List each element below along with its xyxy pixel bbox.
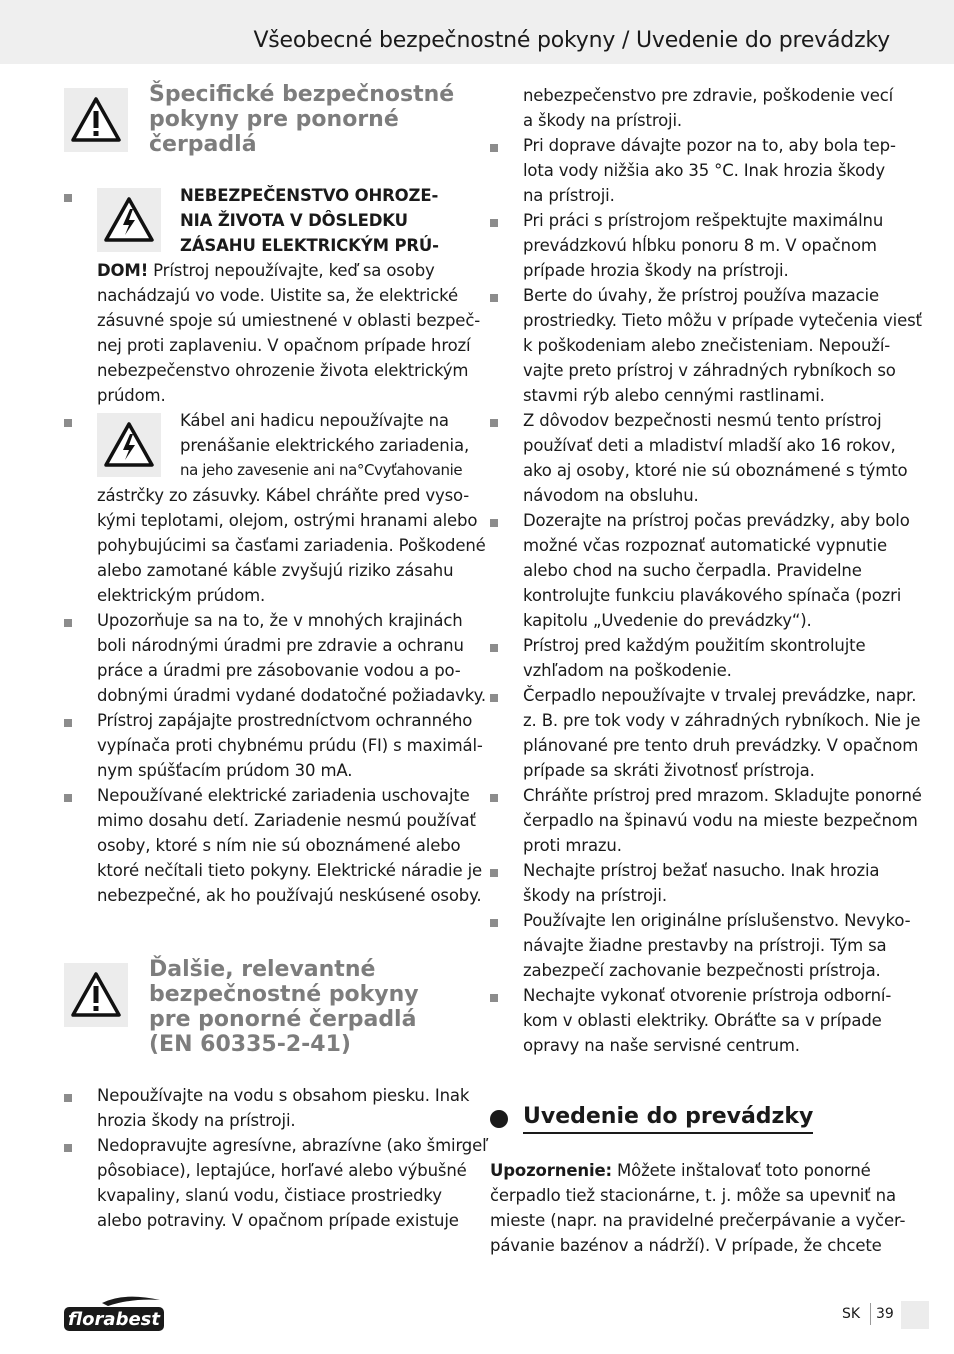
bullet — [490, 644, 498, 652]
list-item: Čerpadlo nepoužívajte v trvalej prevádzke, napr. z. B. pre tok vody v záhradných rybníkoch. Nie je plánované pre tento druh prevádzky. V opačnom prípade sa skráti životnosť prístroja. — [523, 686, 921, 780]
bullet — [490, 994, 498, 1002]
heading-line: Ďalšie, relevantné — [149, 957, 376, 982]
heading-line: Špecifické bezpečnostné — [149, 82, 455, 107]
heading-line: bezpečnostné pokyny — [149, 982, 419, 1007]
list-item: Berte do úvahy, že prístroj používa mazacie prostriedky. Tieto môžu v prípade vytečenia viesť k poškodeniam alebo znečisteniam. Nepouží- vajte preto prístroj v záhradných rybníkoch so stavmi rýb alebo cennými rastlinami. — [523, 286, 922, 405]
bullet — [490, 144, 498, 152]
list-item-beside-icon: Kábel ani hadicu nepoužívajte na prenášanie elektrického zariadenia, na jeho zavesenie ani na°Cvyťahovanie — [180, 411, 470, 479]
heading-line: čerpadlá — [149, 132, 257, 157]
list-item: zástrčky zo zásuvky. Kábel chráňte pred vyso- kými teplotami, olejom, ostrými hranami alebo pohybujúcimi sa časťami zariadenia. Poškodené alebo zamotané káble zvyšujú riziko zásahu elektrickým prúdom. — [97, 486, 486, 605]
list-item: Pri práci s prístrojom rešpektujte maximálnu prevádzkovú hĺbku ponoru 8 m. V opačnom prípade hrozia škody na prístroji. — [523, 211, 884, 280]
list-item: Nepoužívané elektrické zariadenia uschovajte mimo dosahu detí. Zariadenie nesmú používať osoby, ktoré s ním nie sú oboznámené alebo ktoré nečítali tieto pokyny. Elektrické náradie je nebezpečné, ak ho používajú neskúsené osoby. — [97, 786, 483, 905]
list-item: Prístroj pred každým použitím skontrolujte vzhľadom na poškodenie. — [523, 636, 866, 680]
bullet — [64, 1094, 72, 1102]
bullet — [490, 419, 498, 427]
electric-warning-box — [97, 413, 161, 477]
section-heading-commissioning: Uvedenie do prevádzky — [523, 1104, 813, 1134]
bullet — [64, 794, 72, 802]
warning-triangle-lightning-icon — [103, 195, 155, 243]
warning-box — [64, 963, 128, 1027]
danger-bold-lines: NEBEZPEČENSTVO OHROZE- NIA ŽIVOTA V DÔSLEDKU ZÁSAHU ELEKTRICKÝM PRÚ- — [180, 186, 439, 255]
section-heading-relevant — [149, 957, 419, 1057]
list-item: Chráňte prístroj pred mrazom. Skladujte ponorné čerpadlo na špinavú vodu na mieste bezpečnom proti mrazu. — [523, 786, 922, 855]
warning-triangle-exclamation-icon — [70, 95, 122, 143]
list-item-continuation: nebezpečenstvo pre zdravie, poškodenie vecí a škody na prístroji. — [523, 86, 894, 130]
warning-triangle-exclamation-icon — [70, 970, 122, 1018]
list-item: Nechajte prístroj bežať nasucho. Inak hrozia škody na prístroji. — [523, 861, 880, 905]
list-item: Prístroj zapájajte prostredníctvom ochranného vypínača proti chybnému prúdu (FI) s maximál- nym spúšťacím prúdom 30 mA. — [97, 711, 483, 780]
bullet — [64, 419, 72, 427]
bullet — [490, 519, 498, 527]
language-code: SK — [842, 1306, 861, 1322]
list-item: Dozerajte na prístroj počas prevádzky, aby bolo možné včas rozpoznať automatické vypnutie alebo chod na sucho čerpadla. Pravidelne kontrolujte funkciu plavákového spínača (pozri kapitolu „Uvedenie do prevádzky“). — [523, 511, 910, 630]
list-item: Nepoužívajte na vodu s obsahom piesku. Inak hrozia škody na prístroji. — [97, 1086, 470, 1130]
list-item: Z dôvodov bezpečnosti nesmú tento prístroj používať deti a mladiství mladší ako 16 rokov, ako aj osoby, ktoré nie sú oboznámené s týmto návodom na obsluhu. — [523, 411, 908, 505]
warning-box — [64, 88, 128, 152]
florabest-logo — [62, 1294, 166, 1334]
list-item: Nedopravujte agresívne, abrazívne (ako šmirgeľ pôsobiace), leptajúce, horľavé alebo výbušné kvapaliny, slanú vodu, čistiace prostriedky alebo potraviny. V opačnom prípade existuje — [97, 1136, 489, 1230]
page-number: 39 — [876, 1306, 894, 1322]
bullet — [64, 719, 72, 727]
bullet — [490, 294, 498, 302]
heading-line: pokyny pre ponorné — [149, 107, 399, 132]
list-item: Nechajte vykonať otvorenie prístroja odborní- kom v oblasti elektriky. Obráťte sa v prípade opravy na naše servisné centrum. — [523, 986, 892, 1055]
bullet — [64, 619, 72, 627]
note-paragraph: Upozornenie: Môžete inštalovať toto ponorné čerpadlo tiež stacionárne, t. j. môže sa upevniť na mieste (napr. na pravidelné prečerpávanie a vyčer- pávanie bazénov a nádrží). V prípade, že chcete — [490, 1161, 906, 1255]
bullet — [490, 794, 498, 802]
section-heading-specific — [149, 82, 454, 157]
bullet — [64, 194, 72, 202]
section-bullet-icon — [490, 1110, 508, 1128]
list-item: DOM! Prístroj nepoužívajte, keď sa osoby nachádzajú vo vode. Uistite sa, že elektrické zásuvné spoje sú umiestnené v oblasti bezpeč- nej proti zaplaveniu. V opačnom prípade hrozí nebezpečenstvo ohrozenie života elektrickým prúdom. — [97, 261, 481, 405]
footer-box — [901, 1301, 929, 1329]
bullet — [490, 694, 498, 702]
bullet — [64, 1144, 72, 1152]
bullet — [490, 869, 498, 877]
list-item: Upozorňuje sa na to, že v mnohých krajinách boli národnými úradmi pre zdravie a ochranu práce a úradmi pre zásobovanie vodou a po- dobnými úradmi vydané dodatočné požiadavky. — [97, 611, 486, 705]
bullet — [490, 919, 498, 927]
list-item: Pri doprave dávajte pozor na to, aby bola tep- lota vody nižšia ako 35 °C. Inak hrozia škody na prístroji. — [523, 136, 896, 205]
warning-triangle-lightning-icon — [103, 420, 155, 468]
electric-warning-box — [97, 188, 161, 252]
bullet — [490, 219, 498, 227]
heading-line: (EN 60335-2-41) — [149, 1032, 351, 1057]
heading-line: pre ponorné čerpadlá — [149, 1007, 417, 1032]
footer-divider — [870, 1303, 871, 1325]
svg-text:florabest: florabest — [68, 1309, 160, 1330]
page-title: Všeobecné bezpečnostné pokyny / Uvedenie do prevádzky — [253, 28, 890, 53]
list-item: Používajte len originálne príslušenstvo. Nevyko- návajte žiadne prestavby na prístroji. Tým sa zabezpečí zachovanie bezpečnosti prístroja. — [523, 911, 911, 980]
